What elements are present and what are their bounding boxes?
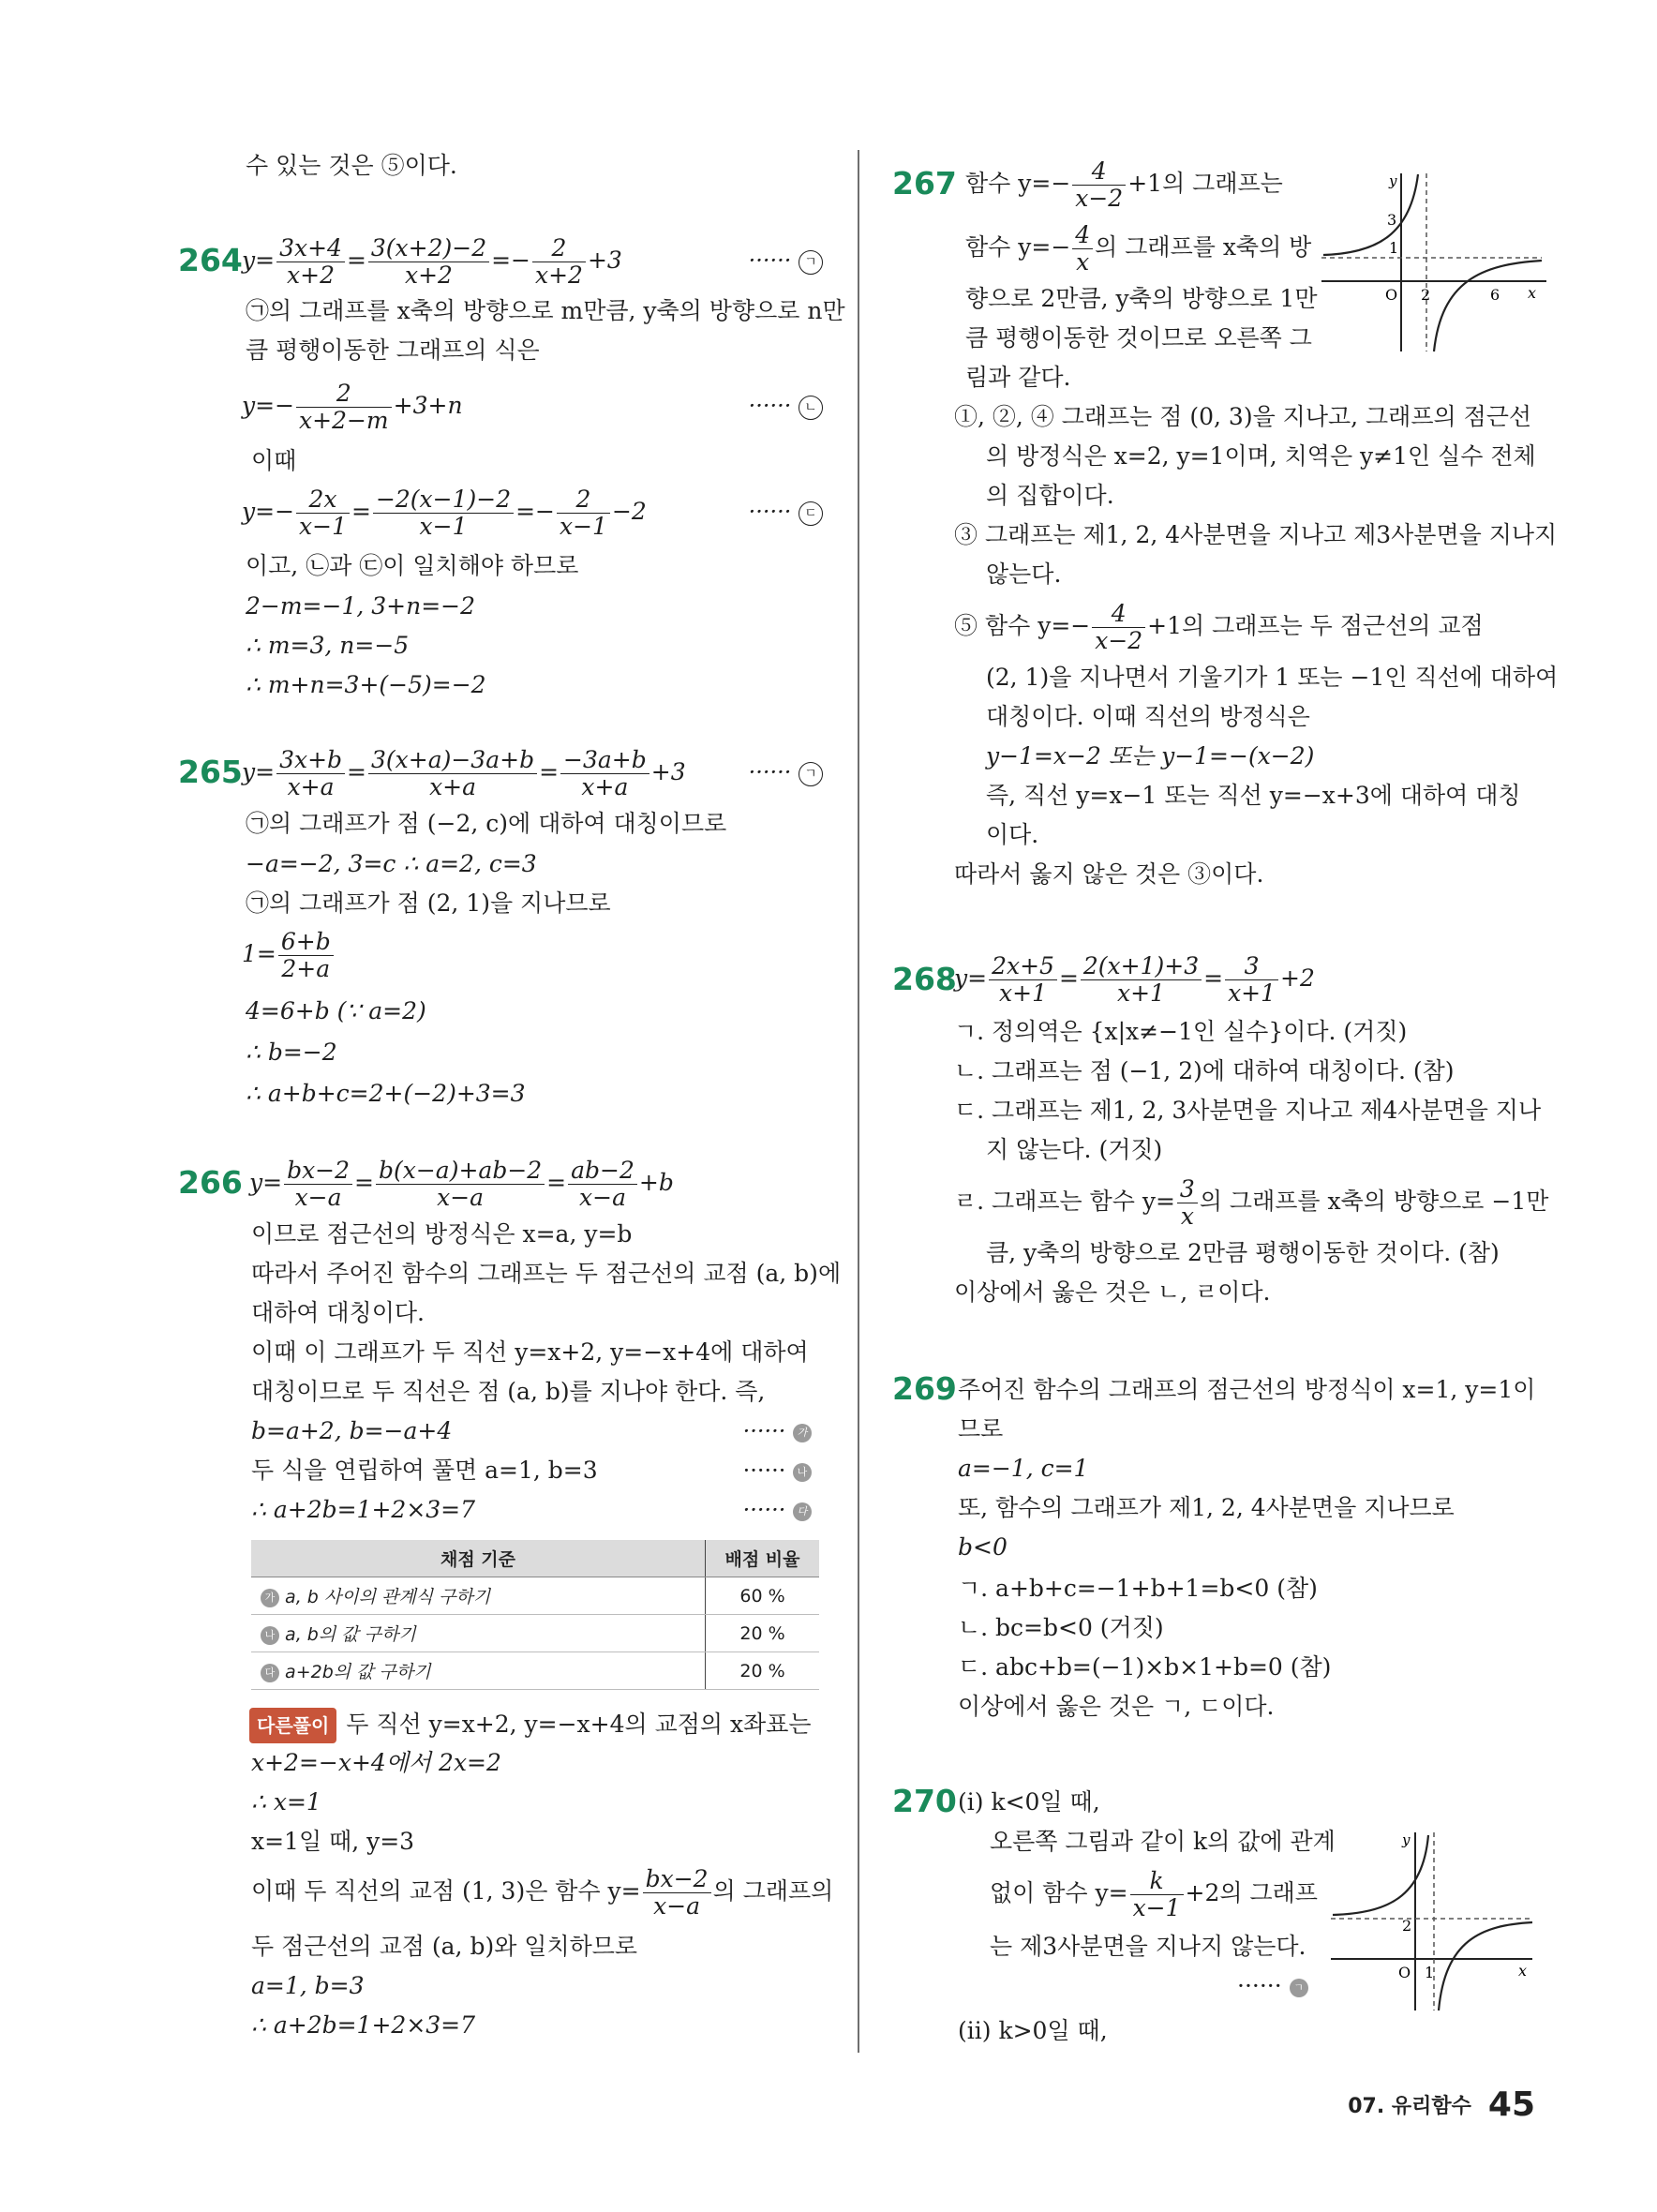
alt-solution-6: 두 점근선의 교점 (a, b)와 일치하므로 — [251, 1933, 638, 1960]
eq-265-5: 1= $\frac{6+b}{2+a}$ — [242, 928, 336, 982]
eq-268-1: y= $\frac{2x+5}{x+1}$ = $\frac{2(x+1)+3}{x+1}$ = $\frac{3}{x+1}$ +2 — [954, 952, 1315, 1007]
problem-number-265: 265 — [178, 754, 243, 790]
text-265-8: ∴ a+b+c=2+(−2)+3=3 — [246, 1080, 526, 1107]
problem-number-269: 269 — [892, 1370, 957, 1407]
text-264-5: 이때 — [251, 447, 297, 474]
text-269-3: a=−1, c=1 — [958, 1455, 1089, 1482]
text-267-8: 의 집합이다. — [986, 482, 1114, 509]
text-264-8: 2−m=−1, 3+n=−2 — [246, 592, 476, 620]
alt-solution-7: a=1, b=3 — [251, 1972, 365, 1999]
text-267-5: 림과 같다. — [965, 364, 1071, 391]
text-267-4: 큼 평행이동한 것이므로 오른쪽 그 — [965, 324, 1312, 351]
intro-text: 수 있는 것은 ⑤이다. — [246, 152, 457, 179]
graph-267 — [1321, 169, 1546, 356]
alt-solution-4: x=1일 때, y=3 — [251, 1828, 415, 1855]
tick-3: 3 — [1387, 211, 1397, 229]
text-268-2: ㄱ. 정의역은 {x|x≠−1인 실수}이다. (거짓) — [954, 1018, 1408, 1045]
y-label: y — [1389, 172, 1397, 189]
tick-1: 1 — [1389, 239, 1399, 257]
tick-6: 6 — [1490, 286, 1500, 304]
text-269-7: ㄴ. bc=b<0 (거짓) — [958, 1614, 1164, 1641]
text-266-7: b=a+2, b=−a+4 ······ 가 — [251, 1415, 823, 1447]
scoring-header-criteria: 채점 기준 — [251, 1540, 706, 1577]
text-269-9: 이상에서 옳은 것은 ㄱ, ㄷ이다. — [958, 1693, 1275, 1720]
column-divider — [858, 150, 859, 2053]
text-267-7: 의 방정식은 x=2, y=1이며, 치역은 y≠1인 실수 전체 — [986, 442, 1536, 470]
x-label-270: x — [1518, 1962, 1528, 1980]
problem-number-268: 268 — [892, 961, 957, 997]
text-268-5: 지 않는다. (거짓) — [986, 1136, 1163, 1163]
text-267-2: 함수 y=− $\frac{4}{x}$ 의 그래프를 x축의 방 — [965, 221, 1312, 276]
text-264-2: ㉠의 그래프를 x축의 방향으로 m만큼, y축의 방향으로 n만 — [246, 297, 845, 324]
text-268-3: ㄴ. 그래프는 점 (−1, 2)에 대하여 대칭이다. (참) — [954, 1057, 1455, 1084]
text-267-14: y−1=x−2 또는 y−1=−(x−2) — [986, 742, 1315, 770]
marker-270: ······ ㄱ — [1237, 1970, 1308, 2002]
alt-solution-3: ∴ x=1 — [251, 1788, 321, 1816]
table-cell-ratio: 20 % — [706, 1652, 820, 1690]
alt-solution-5: 이때 두 직선의 교점 (1, 3)은 함수 y= $\frac{bx-2}{x-a}$ 의 그래프의 — [251, 1865, 834, 1920]
text-264-7: 이고, ㉡과 ㉢이 일치해야 하므로 — [246, 552, 579, 579]
table-cell-ratio: 60 % — [706, 1577, 820, 1615]
y-label-270: y — [1402, 1831, 1411, 1848]
text-269-1: 주어진 함수의 그래프의 점근선의 방정식이 x=1, y=1이 — [958, 1376, 1536, 1403]
text-267-17: 따라서 옳지 않은 것은 ③이다. — [954, 860, 1264, 888]
scoring-header-ratio: 배점 비율 — [706, 1540, 820, 1577]
table-row: 나 a, b의 값 구하기 — [251, 1615, 706, 1652]
tick-2: 2 — [1421, 286, 1431, 304]
text-269-8: ㄷ. abc+b=(−1)×b×1+b=0 (참) — [958, 1653, 1332, 1681]
text-270-4: 는 제3사분면을 지나지 않는다. — [990, 1933, 1306, 1960]
text-264-3: 큼 평행이동한 그래프의 식은 — [246, 336, 540, 364]
curve-branch-right — [1434, 261, 1542, 351]
eq-266-1: y= $\frac{bx-2}{x-a}$ = $\frac{b(x-a)+ab-2}{x-a}$ = $\frac{ab-2}{x-a}$ +b — [249, 1157, 674, 1211]
text-268-8: 이상에서 옳은 것은 ㄴ, ㄹ이다. — [954, 1278, 1271, 1306]
text-267-12: (2, 1)을 지나면서 기울기가 1 또는 −1인 직선에 대하여 — [986, 664, 1559, 691]
text-264-10: ∴ m+n=3+(−5)=−2 — [246, 671, 486, 698]
text-266-2: 이므로 점근선의 방정식은 x=a, y=b — [251, 1220, 633, 1248]
tick-1-270: 1 — [1425, 1964, 1435, 1981]
text-266-4: 대하여 대칭이다. — [251, 1299, 425, 1326]
x-label: x — [1528, 284, 1537, 302]
eq-264-4: y=− $\frac{2}{x+2-m}$ +3+n ······ ㄴ — [242, 380, 823, 434]
scoring-table — [251, 1540, 819, 1690]
text-266-5: 이때 이 그래프가 두 직선 y=x+2, y=−x+4에 대하여 — [251, 1338, 809, 1366]
text-267-11: ⑤ 함수 y=− $\frac{4}{x-2}$ +1의 그래프는 두 점근선의 교점 — [954, 600, 1484, 654]
text-266-6: 대칭이므로 두 직선은 점 (a, b)를 지나야 한다. 즉, — [251, 1378, 766, 1405]
table-row: 가 a, b 사이의 관계식 구하기 — [251, 1577, 706, 1615]
text-269-5: b<0 — [958, 1533, 1008, 1561]
text-267-6: ①, ②, ④ 그래프는 점 (0, 3)을 지나고, 그래프의 점근선 — [954, 403, 1532, 430]
text-265-7: ∴ b=−2 — [246, 1039, 337, 1066]
tick-2-270: 2 — [1402, 1917, 1412, 1935]
text-265-4: ㉠의 그래프가 점 (2, 1)을 지나므로 — [246, 889, 611, 917]
text-267-1: 함수 y=− $\frac{4}{x-2}$ +1의 그래프는 — [965, 157, 1283, 212]
problem-number-270: 270 — [892, 1783, 957, 1819]
alt-solution-1: 다른풀이 두 직선 y=x+2, y=−x+4의 교점의 x좌표는 — [249, 1708, 812, 1743]
page-number: 45 — [1487, 2085, 1535, 2124]
text-265-3: −a=−2, 3=c ∴ a=2, c=3 — [246, 850, 537, 877]
text-267-9: ③ 그래프는 제1, 2, 4사분면을 지나고 제3사분면을 지나지 — [954, 521, 1558, 548]
eq-265-1: y= $\frac{3x+b}{x+a}$ = $\frac{3(x+a)-3a+b}{x+a}$ = $\frac{-3a+b}{x+a}$ +3 ······ ㄱ — [242, 746, 823, 800]
graph-270 — [1331, 1828, 1537, 2015]
text-270-3: 없이 함수 y= $\frac{k}{x-1}$ +2의 그래프 — [990, 1867, 1318, 1921]
text-269-2: 므로 — [958, 1415, 1004, 1442]
text-269-4: 또, 함수의 그래프가 제1, 2, 4사분면을 지나므로 — [958, 1494, 1455, 1521]
text-265-6: 4=6+b (∵ a=2) — [246, 997, 426, 1024]
alt-solution-2: x+2=−x+4에서 2x=2 — [251, 1749, 501, 1776]
problem-number-264: 264 — [178, 242, 243, 278]
text-267-15: 즉, 직선 y=x−1 또는 직선 y=−x+3에 대하여 대칭 — [986, 782, 1521, 809]
eq-264-6: y=− $\frac{2x}{x-1}$ = $\frac{-2(x-1)-2}{x-1}$ =− $\frac{2}{x-1}$ −2 ······ ㄷ — [242, 486, 823, 540]
text-267-10: 않는다. — [986, 560, 1062, 588]
text-270-2: 오른쪽 그림과 같이 k의 값에 관계 — [990, 1828, 1336, 1855]
alt-solution-badge: 다른풀이 — [249, 1708, 336, 1743]
text-270-1: (i) k<0일 때, — [958, 1788, 1100, 1816]
text-268-4: ㄷ. 그래프는 제1, 2, 3사분면을 지나고 제4사분면을 지나 — [954, 1097, 1542, 1124]
curve-branch-left — [1323, 174, 1418, 255]
text-268-7: 큼, y축의 방향으로 2만큼 평행이동한 것이다. (참) — [986, 1239, 1500, 1266]
text-266-9: ∴ a+2b=1+2×3=7 ······ 다 — [251, 1494, 823, 1526]
text-268-6: ㄹ. 그래프는 함수 y= $\frac{3}{x}$ 의 그래프를 x축의 방향으로 −1만 — [954, 1175, 1549, 1230]
text-269-6: ㄱ. a+b+c=−1+b+1=b<0 (참) — [958, 1575, 1318, 1602]
text-270-5: (ii) k>0일 때, — [958, 2017, 1108, 2044]
origin-label: O — [1385, 286, 1398, 304]
text-267-16: 이다. — [986, 821, 1039, 848]
curve-branch-left-270 — [1333, 1835, 1428, 1915]
problem-number-266: 266 — [178, 1164, 243, 1201]
eq-264-1: y= $\frac{3x+4}{x+2}$ = $\frac{3(x+2)-2}{x+2}$ =− $\frac{2}{x+2}$ +3 ······ ㄱ — [242, 234, 823, 289]
table-cell-ratio: 20 % — [706, 1615, 820, 1652]
alt-solution-8: ∴ a+2b=1+2×3=7 — [251, 2011, 476, 2039]
text-265-2: ㉠의 그래프가 점 (−2, c)에 대하여 대칭이므로 — [246, 810, 727, 837]
text-267-13: 대칭이다. 이때 직선의 방정식은 — [986, 703, 1310, 730]
chapter-title: 07. 유리함수 — [1348, 2095, 1471, 2118]
problem-number-267: 267 — [892, 165, 957, 202]
table-row: 다 a+2b의 값 구하기 — [251, 1652, 706, 1690]
text-266-8: 두 식을 연립하여 풀면 a=1, b=3 ······ 나 — [251, 1455, 823, 1487]
text-266-3: 따라서 주어진 함수의 그래프는 두 점근선의 교점 (a, b)에 — [251, 1260, 842, 1287]
text-264-9: ∴ m=3, n=−5 — [246, 632, 410, 659]
page-footer — [1348, 2085, 1535, 2124]
text-267-3: 향으로 2만큼, y축의 방향으로 1만 — [965, 285, 1318, 312]
origin-label-270: O — [1398, 1964, 1411, 1981]
